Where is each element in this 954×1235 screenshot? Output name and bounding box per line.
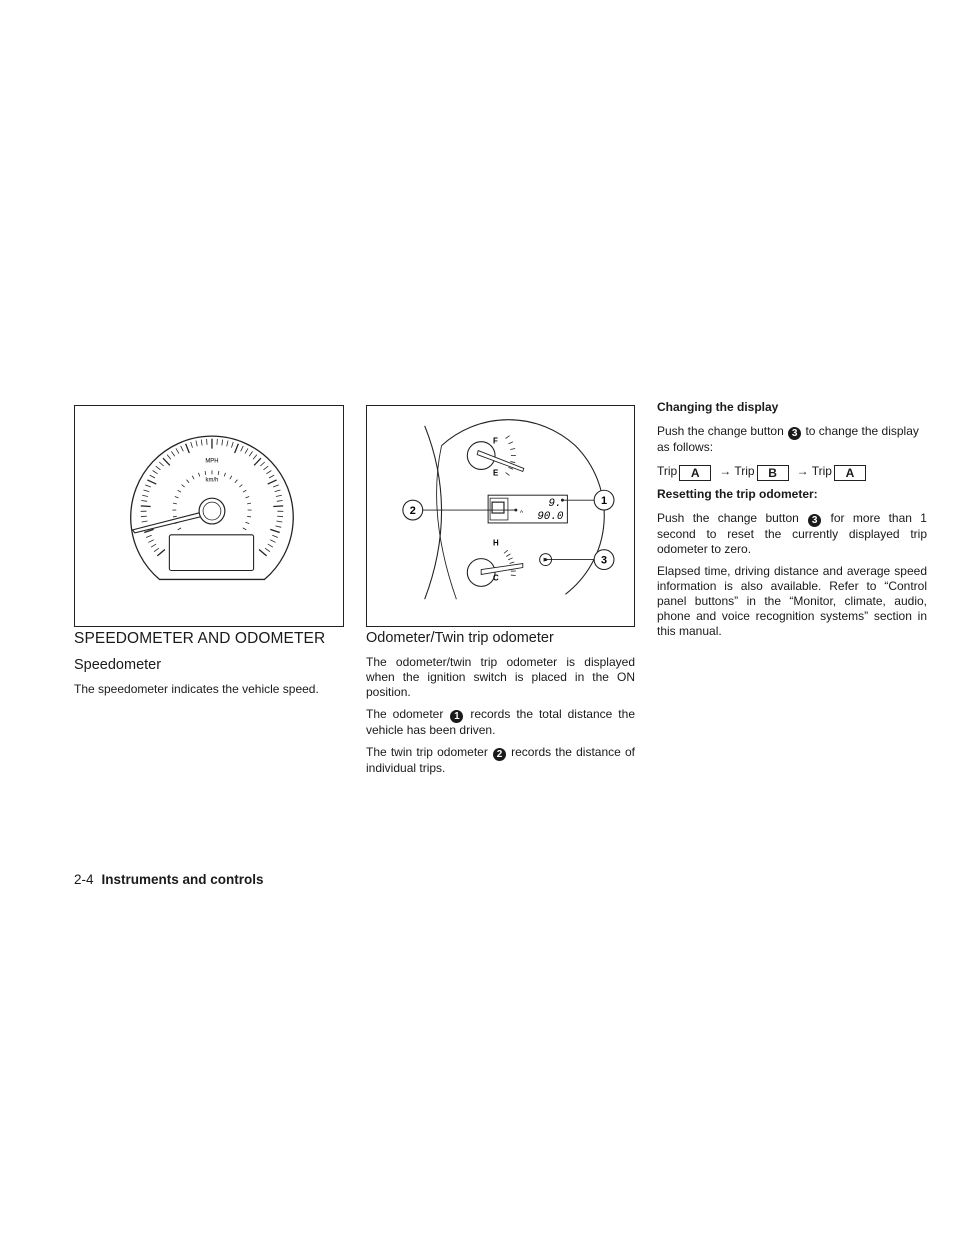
trip-b-box: B [757, 465, 789, 481]
temp-gauge-tick [510, 562, 515, 563]
speedometer-tick [260, 462, 264, 466]
column-speedometer [74, 630, 344, 704]
speedometer-tick [167, 455, 171, 460]
speedometer-tick [231, 442, 233, 448]
temp-gauge-tick [506, 554, 510, 557]
speedometer-tick [268, 480, 277, 484]
callout-1-label: 1 [601, 495, 608, 508]
speedometer-tick [157, 550, 165, 556]
speedometer-tick [145, 485, 151, 487]
speedometer-tick [276, 521, 282, 522]
speedometer-tick [151, 544, 156, 547]
odometer-p3-text-a: The twin trip odometer [366, 745, 488, 759]
speedometer-inner-tick [175, 496, 179, 497]
speedometer-tick [241, 446, 244, 451]
speedometer-tick [264, 466, 269, 470]
callout-3-inline-icon: 3 [788, 427, 801, 440]
speedometer-inner-tick [243, 528, 246, 530]
resetting-p2-text-a: Push the change button [657, 511, 799, 525]
section-title: SPEEDOMETER AND ODOMETER [74, 630, 326, 647]
speedometer-tick [268, 544, 273, 547]
callout-3-label: 3 [601, 554, 608, 567]
speedometer-tick [171, 451, 174, 456]
speedometer-tick [235, 444, 239, 453]
trip-sequence [657, 462, 927, 481]
speedometer-tick [276, 495, 282, 496]
speedometer-inner-tick [247, 503, 251, 504]
speedometer-tick [277, 501, 283, 502]
speedometer-paragraph: The speedometer indicates the vehicle speed. [74, 682, 319, 696]
odometer-p2-text-a: The odometer [366, 707, 444, 721]
resetting-p2-text-b: for more than 1 second to reset the currently displayed trip odometer to zero. [657, 511, 927, 556]
temp-hot-label: H [493, 538, 499, 548]
trip-a-box-end: A [834, 465, 866, 481]
speedometer-inner-tick [245, 522, 249, 523]
speedometer-inner-tick [239, 485, 242, 488]
odometer-paragraph-2 [366, 707, 635, 738]
speedometer-inner-tick [218, 471, 219, 475]
fuel-gauge-tick [510, 462, 515, 463]
resetting-paragraph [657, 511, 927, 557]
speedometer-tick [176, 448, 179, 453]
callout-2-inline-icon: 2 [493, 748, 506, 761]
callout-2-dot [514, 509, 517, 512]
changing-p1-text-a: Push the change button [657, 424, 784, 438]
fuel-gauge-tick [506, 436, 510, 439]
speedometer-inner-tick [243, 490, 246, 492]
page-number: 2-4 [74, 872, 94, 887]
callout-2-label: 2 [409, 505, 416, 518]
fuel-gauge-ticks [506, 436, 516, 476]
speedometer-tick [146, 535, 151, 537]
odometer-paragraph-1: The odometer/twin trip odometer is displayed when the ignition switch is placed in the ON position. [366, 655, 635, 699]
speedometer-tick [156, 466, 161, 470]
speedometer-tick [141, 501, 147, 502]
speedometer-inner-tick [247, 516, 251, 517]
speedometer-tick [181, 446, 184, 451]
speedometer-tick [249, 451, 252, 456]
callout-3-inline-icon-2: 3 [808, 514, 821, 527]
column-trip-display [657, 400, 927, 646]
column-odometer [366, 630, 635, 783]
fuel-gauge-tick [510, 449, 515, 450]
speedometer-illustration [75, 406, 343, 626]
speedometer-tick [227, 441, 228, 447]
fuel-empty-label: E [493, 468, 499, 478]
temp-gauge-ticks [504, 550, 516, 575]
speedometer-inner-tick [198, 473, 199, 477]
chapter-title: Instruments and controls [101, 872, 264, 887]
speedometer-inner-tick [230, 476, 232, 479]
trip-word-2: Trip [734, 464, 755, 478]
speedometer-tick [141, 516, 147, 517]
speedometer-inner-tick [205, 471, 206, 475]
callout-1-inline-icon: 1 [450, 710, 463, 723]
trip-word-1: Trip [657, 464, 678, 478]
speedometer-figure [74, 405, 344, 627]
speedometer-tick [259, 550, 267, 556]
speedometer-tick [163, 458, 170, 465]
speedometer-tick [159, 462, 163, 466]
speedometer-tick [253, 455, 257, 460]
speedometer-tick [273, 485, 279, 487]
speedometer-tick [196, 441, 197, 447]
speedometer-tick [265, 548, 270, 551]
speedometer-tick [191, 442, 193, 448]
temp-gauge-tick [508, 558, 512, 560]
page-footer [74, 872, 264, 887]
speedometer-inner-tick [173, 503, 177, 504]
callout-3-dot [544, 558, 547, 561]
speedometer-tick [270, 529, 279, 532]
trip-mode-indicator: A [519, 510, 524, 516]
arrow-icon-1: → [719, 464, 732, 478]
odometer-subtitle: Odometer/Twin trip odometer [366, 630, 554, 646]
speedometer-tick [275, 526, 281, 527]
speedometer-ticks [141, 439, 284, 556]
speedometer-inner-tick [245, 496, 249, 497]
trip-a-box: A [679, 465, 711, 481]
fuel-gauge-tick [506, 473, 510, 476]
speedometer-tick [222, 440, 223, 446]
speedometer-tick [275, 490, 281, 492]
speedometer-tick [266, 470, 271, 473]
speedometer-tick [270, 540, 275, 543]
speedometer-tick [245, 448, 248, 453]
speedometer-tick [141, 506, 151, 507]
cluster-left-edge [425, 426, 442, 599]
fuel-full-label: F [493, 436, 498, 446]
speedometer-tick [147, 480, 156, 484]
speedometer-tick [272, 535, 277, 537]
speedometer-tick [153, 470, 158, 473]
speedometer-tick [144, 490, 150, 492]
temp-gauge-tick [504, 550, 508, 553]
kmh-label: km/h [205, 477, 219, 484]
speedometer-tick [201, 440, 202, 446]
fuel-gauge-tick [508, 442, 513, 444]
odometer-readout: 9. [548, 498, 562, 511]
speedometer-tick [277, 516, 283, 517]
speedometer-inner-tick [224, 473, 225, 477]
speedometer-subtitle: Speedometer [74, 657, 162, 673]
speedometer-tick [254, 458, 261, 465]
cluster-inner-edge [437, 446, 457, 600]
speedometer-tick [273, 506, 283, 507]
speedometer-inner-tick [235, 480, 238, 483]
speedometer-tick [150, 475, 155, 478]
temp-cold-label: C [493, 573, 499, 583]
speedometer-inner-tick [173, 516, 177, 517]
elapsed-time-paragraph: Elapsed time, driving distance and average speed information is also available. Refer to “Control panel buttons” in the “Monitor, climate, audio, phone and voice recognition systems” section in this manual. [657, 564, 927, 638]
odometer-display-window [169, 535, 253, 571]
odometer-illustration [367, 406, 634, 626]
odometer-p3-text-b: records the distance of individual trips. [366, 745, 635, 775]
speedometer-inner-tick [178, 490, 181, 492]
speedometer-tick [142, 521, 148, 522]
changing-p1-text-b: to change the display as follows: [657, 424, 919, 454]
speedometer-tick [148, 540, 153, 543]
callout-1-dot [561, 499, 564, 502]
speedometer-inner-tick [192, 476, 194, 479]
speedometer-tick [154, 548, 159, 551]
changing-display-paragraph [657, 424, 927, 455]
trip-readout: 90.0 [537, 510, 564, 523]
speedometer-inner-tick [178, 528, 181, 530]
odometer-p2-text-b: records the total distance the vehicle has been driven. [366, 707, 635, 737]
speedometer-inner-tick [182, 485, 185, 488]
speedometer-tick [186, 444, 190, 453]
arrow-icon-2: → [796, 464, 809, 478]
odometer-figure [366, 405, 635, 627]
trip-word-3: Trip [811, 464, 832, 478]
mph-label: MPH [205, 458, 219, 465]
speedometer-inner-tick [186, 480, 189, 483]
speedometer-tick [269, 475, 274, 478]
speedometer-tick [142, 495, 148, 496]
resetting-heading: Resetting the trip odometer: [657, 487, 818, 501]
odometer-paragraph-3 [366, 745, 635, 776]
changing-display-heading: Changing the display [657, 400, 779, 414]
